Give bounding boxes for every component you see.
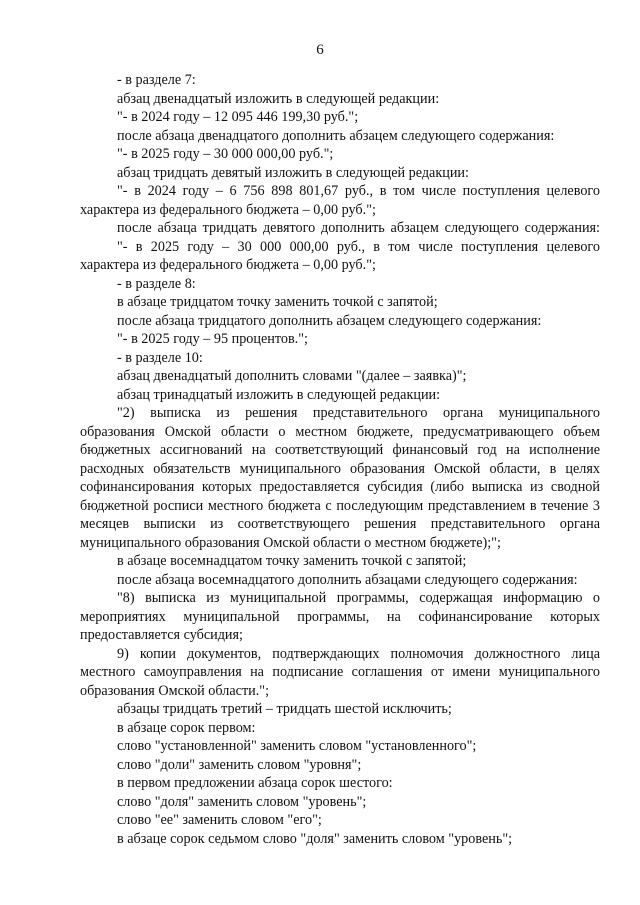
paragraph: абзац двенадцатый дополнить словами "(далее – заявка)";: [117, 368, 467, 384]
paragraph: "- в 2025 году – 30 000 000,00 руб., в том числе поступления целевого характера из федерального бюджета – 0,00 руб.";: [80, 238, 600, 273]
page-number: 6: [316, 42, 324, 58]
paragraph: слово "доля" заменить словом "уровень";: [117, 793, 367, 810]
paragraph: "2) выписка из решения представительного органа муниципального образования Омской области о местном бюджете, предусматривающего объем бюджетных ассигнований на соответствующий финансовый год на исполнение расходных обязательств муниципального образования Омской области, в целях софинансирования которых предоставляется субсидия (либо выписка из сводной бюджетной росписи местного бюджета с последующим представлением в течение 3 месяцев выписки из соответствующего решения представительного органа муниципального образования Омской области о местном бюджете);";: [80, 405, 600, 551]
paragraph: - в разделе 10:: [117, 349, 203, 366]
paragraph: слово "ее" заменить словом "его";: [117, 812, 322, 828]
paragraph: "8) выписка из муниципальной программы, содержащая информацию о мероприятиях муниципальной программы, на софинансирование которых предоставляется субсидия;: [80, 590, 600, 643]
paragraph: "- в 2024 году – 6 756 898 801,67 руб., в том числе поступления целевого характера из федерального бюджета – 0,00 руб.";: [80, 183, 600, 218]
paragraph: абзацы тридцать третий – тридцать шестой исключить;: [117, 701, 452, 717]
paragraph: абзац тридцать девятый изложить в следующей редакции:: [117, 164, 469, 181]
paragraph: 9) копии документов, подтверждающих полномочия должностного лица местного самоуправления на подписание соглашения от имени муниципального образования Омской области.";: [80, 645, 600, 699]
paragraph: в абзаце сорок седьмом слово "доля" заменить словом "уровень";: [117, 830, 513, 847]
paragraph: слово "установленной" заменить словом "установленного";: [117, 738, 477, 754]
paragraph: "- в 2024 году – 12 095 446 199,30 руб.";: [117, 109, 359, 125]
paragraph: в абзаце тридцатом точку заменить точкой с запятой;: [117, 294, 438, 310]
paragraph: абзац тринадцатый изложить в следующей редакции:: [117, 386, 441, 403]
paragraph: "- в 2025 году – 95 процентов.";: [117, 331, 308, 347]
paragraph: в абзаце восемнадцатом точку заменить точкой с запятой;: [117, 553, 467, 569]
paragraph: слово "доли" заменить словом "уровня";: [117, 756, 362, 773]
paragraph: после абзаца восемнадцатого дополнить абзацами следующего содержания:: [117, 571, 578, 588]
paragraph: - в разделе 8:: [117, 275, 196, 292]
paragraph: - в разделе 7:: [117, 72, 196, 88]
paragraph: абзац двенадцатый изложить в следующей редакции:: [117, 90, 440, 107]
paragraph: после абзаца тридцать девятого дополнить абзацем следующего содержания:: [117, 220, 600, 236]
paragraph: в первом предложении абзаца сорок шестого:: [117, 775, 393, 791]
paragraph: после абзаца двенадцатого дополнить абзацем следующего содержания:: [117, 127, 555, 144]
paragraph: в абзаце сорок первом:: [117, 719, 256, 736]
paragraph: после абзаца тридцатого дополнить абзацем следующего содержания:: [117, 312, 542, 329]
document-body: [80, 71, 600, 848]
paragraph: "- в 2025 году – 30 000 000,00 руб.";: [117, 146, 334, 162]
